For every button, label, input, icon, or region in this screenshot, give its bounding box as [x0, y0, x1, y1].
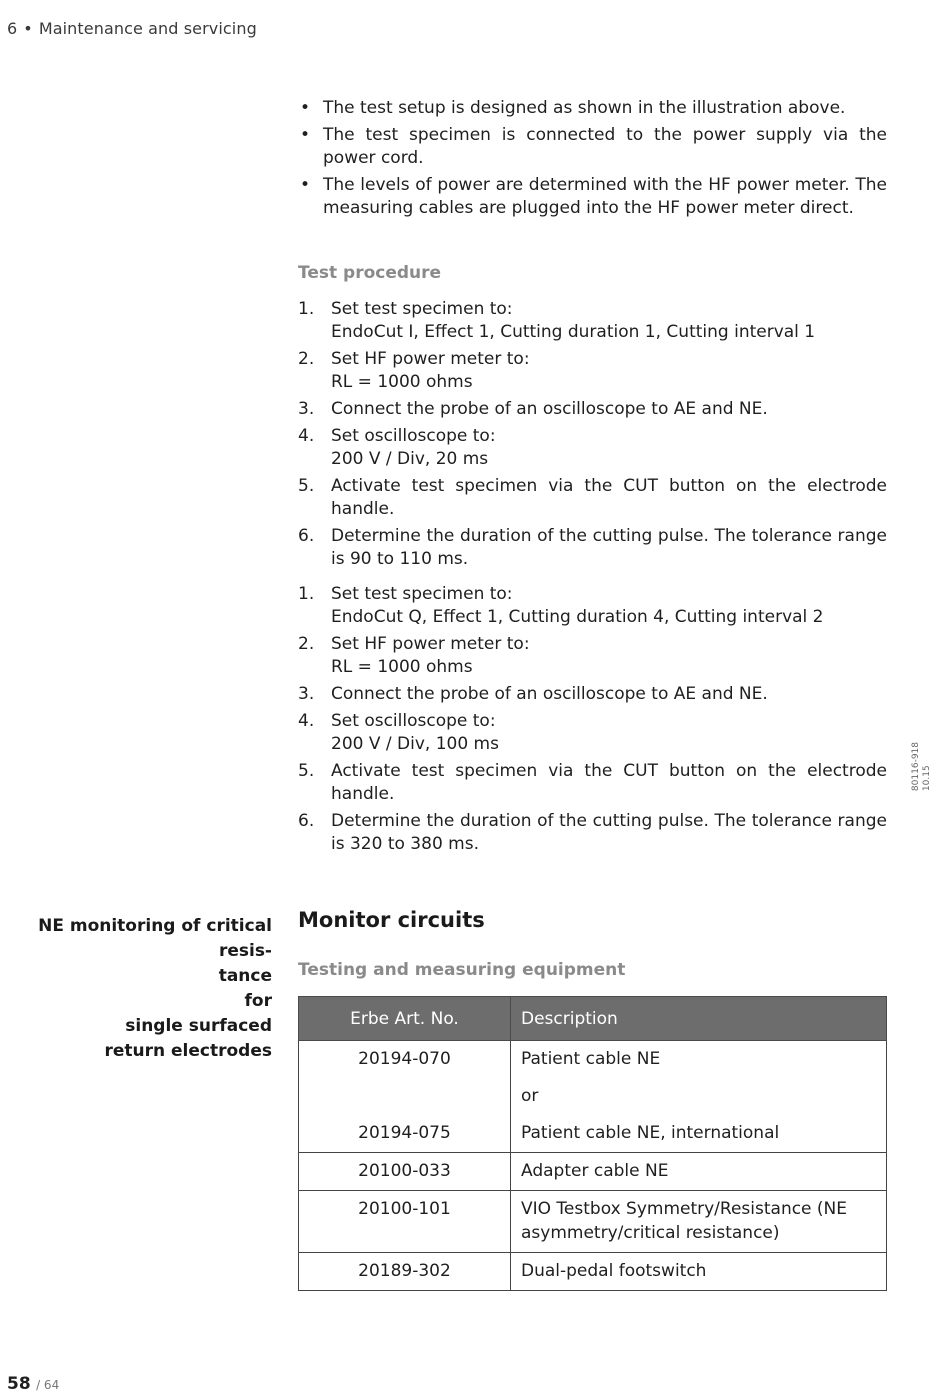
procedure-step: [298, 633, 887, 679]
description-value: Patient cable NE, international: [521, 1123, 780, 1143]
bullet-item: • The test specimen is connected to the power supply via the power cord.: [298, 124, 887, 170]
step-text: Set oscilloscope to:: [331, 426, 496, 446]
margin-label-line: single surfaced: [125, 1016, 272, 1036]
step-detail: 200 V / Div, 100 ms: [331, 734, 499, 754]
chapter-title: Maintenance and servicing: [38, 19, 257, 38]
document-code: [911, 742, 933, 791]
setup-bullet-list: [298, 97, 887, 220]
art-no-cell: 20189-302: [299, 1253, 511, 1291]
step-text: Set HF power meter to:: [331, 634, 530, 654]
procedure-list-2: [298, 583, 887, 856]
margin-label: [2, 914, 272, 1064]
procedure-step: [298, 760, 887, 806]
bullet-item: • The test setup is designed as shown in the illustration above.: [298, 97, 887, 120]
margin-label-line: tance: [218, 966, 272, 986]
step-text: Connect the probe of an oscilloscope to AE and NE.: [331, 399, 768, 419]
running-header: [7, 19, 257, 38]
table-row: [299, 1041, 887, 1153]
main-content: [298, 97, 887, 1291]
step-text: Set oscilloscope to:: [331, 711, 496, 731]
step-text: Determine the duration of the cutting pulse. The tolerance range is 320 to 380 ms.: [331, 811, 887, 854]
description-cell: VIO Testbox Symmetry/Resistance (NE asymmetry/critical resistance): [511, 1191, 887, 1253]
section-title: Monitor circuits: [298, 908, 485, 932]
table-row: [299, 1153, 887, 1191]
step-text: Set HF power meter to:: [331, 349, 530, 369]
step-number: 4.: [298, 426, 315, 446]
margin-label-line: for: [244, 991, 272, 1011]
chapter-number: 6: [7, 19, 18, 38]
step-text: Set test specimen to:: [331, 299, 513, 319]
procedure-step: [298, 398, 887, 421]
step-number: 6.: [298, 811, 315, 831]
page-total: / 64: [36, 1378, 60, 1392]
step-number: 1.: [298, 299, 315, 319]
procedure-step: [298, 348, 887, 394]
step-detail: EndoCut I, Effect 1, Cutting duration 1, Cutting interval 1: [331, 322, 816, 342]
procedure-step: [298, 810, 887, 856]
step-text: Activate test specimen via the CUT button on the electrode handle.: [331, 476, 887, 519]
column-header-art-no: Erbe Art. No.: [299, 997, 511, 1041]
step-detail: 200 V / Div, 20 ms: [331, 449, 489, 469]
step-number: 5.: [298, 476, 315, 496]
table-row: [299, 1191, 887, 1253]
procedure-step: [298, 298, 887, 344]
table-row: [299, 1253, 887, 1291]
procedure-step: [298, 583, 887, 629]
art-no-value: 20194-075: [358, 1123, 451, 1143]
or-text: or: [521, 1086, 539, 1106]
art-no-cell: 20100-033: [299, 1153, 511, 1191]
description-cell: Adapter cable NE: [511, 1153, 887, 1191]
header-separator: •: [23, 19, 33, 38]
page-footer: [7, 1374, 59, 1394]
step-text: Determine the duration of the cutting pulse. The tolerance range is 90 to 110 ms.: [331, 526, 887, 569]
step-number: 4.: [298, 711, 315, 731]
document-number: 80116-918: [911, 742, 921, 792]
procedure-step: [298, 683, 887, 706]
margin-label-line: NE monitoring of critical resis-: [38, 916, 272, 961]
step-number: 3.: [298, 684, 315, 704]
column-header-description: Description: [511, 997, 887, 1041]
table-header-row: [299, 997, 887, 1041]
step-text: Set test specimen to:: [331, 584, 513, 604]
step-number: 3.: [298, 399, 315, 419]
step-number: 2.: [298, 634, 315, 654]
equipment-heading: Testing and measuring equipment: [298, 960, 626, 980]
step-text: Connect the probe of an oscilloscope to AE and NE.: [331, 684, 768, 704]
art-no-cell: 20100-101: [299, 1191, 511, 1253]
procedure-heading: Test procedure: [298, 263, 442, 283]
equipment-table: [298, 996, 887, 1291]
description-cell: [511, 1041, 887, 1153]
step-number: 6.: [298, 526, 315, 546]
description-cell: Dual-pedal footswitch: [511, 1253, 887, 1291]
step-detail: EndoCut Q, Effect 1, Cutting duration 4, Cutting interval 2: [331, 607, 824, 627]
page-number: 58: [7, 1374, 31, 1394]
step-number: 5.: [298, 761, 315, 781]
description-value: Patient cable NE: [521, 1049, 661, 1069]
art-no-value: 20194-070: [358, 1049, 451, 1069]
margin-label-line: return electrodes: [104, 1041, 272, 1061]
procedure-list-1: [298, 298, 887, 571]
step-detail: RL = 1000 ohms: [331, 657, 473, 677]
procedure-step: [298, 525, 887, 571]
art-no-cell: [299, 1041, 511, 1153]
step-detail: RL = 1000 ohms: [331, 372, 473, 392]
step-number: 1.: [298, 584, 315, 604]
procedure-step: [298, 710, 887, 756]
procedure-step: [298, 425, 887, 471]
procedure-step: [298, 475, 887, 521]
document-date: 10.15: [922, 765, 932, 792]
step-number: 2.: [298, 349, 315, 369]
step-text: Activate test specimen via the CUT button on the electrode handle.: [331, 761, 887, 804]
bullet-item: • The levels of power are determined with the HF power meter. The measuring cables are plugged into the HF power meter direct.: [298, 174, 887, 220]
